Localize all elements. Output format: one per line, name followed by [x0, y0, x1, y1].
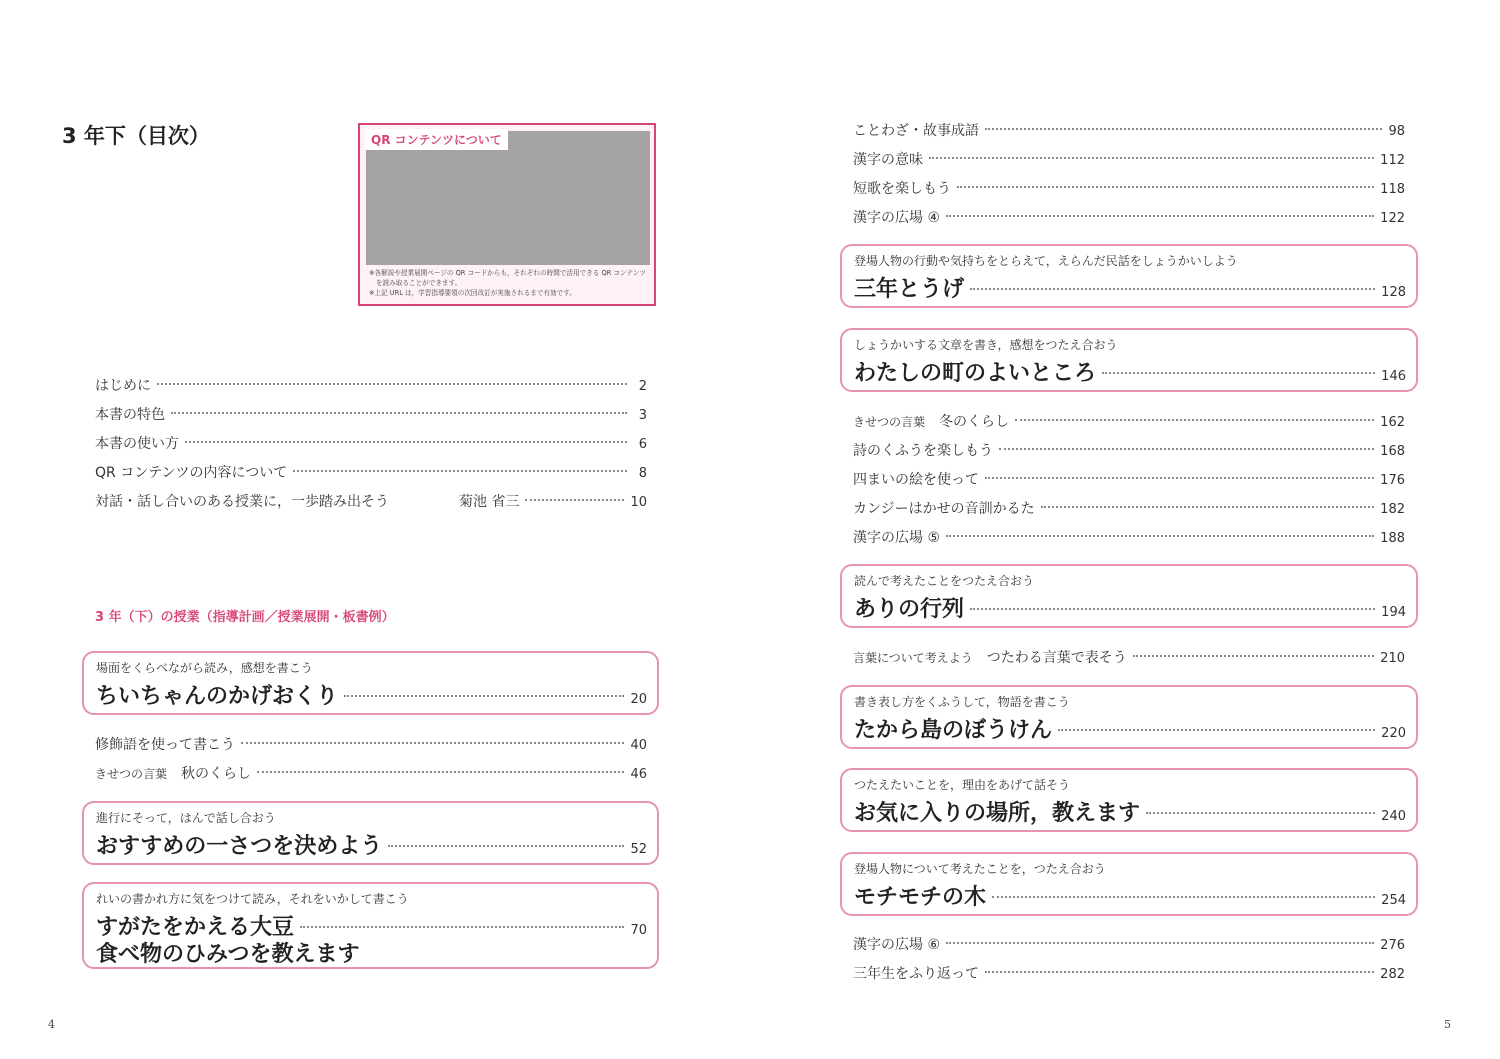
unit-title: ちいちゃんのかげおくり [96, 683, 339, 709]
qr-note-1: ※各解説や授業展開ページの QR コードからも，それぞれの時間で活用できる QR コンテンツを読み取ることができます。 [369, 269, 646, 287]
toc-entry[interactable]: 詩のくふうを楽しもう 168 [853, 443, 1405, 459]
unit-subtitle: しょうかいする文章を書き，感想をつたえ合おう [854, 338, 1118, 352]
toc-entry[interactable]: 漢字の広場 ⑥ 276 [853, 937, 1405, 953]
unit-page: 70 [630, 923, 647, 938]
unit-box[interactable] [840, 564, 1418, 628]
toc-entry[interactable]: 漢字の広場 ④ 122 [853, 210, 1405, 226]
toc-entry[interactable]: 対話・話し合いのある授業に，一歩踏み出そう 菊池 省三 10 [95, 491, 647, 511]
unit-page: 194 [1381, 605, 1406, 620]
unit-box[interactable] [840, 244, 1418, 308]
unit-page: 254 [1381, 893, 1406, 908]
unit-subtitle: 登場人物について考えたことを，つたえ合おう [854, 862, 1106, 876]
unit-box[interactable] [82, 651, 659, 715]
unit-title: おすすめの一さつを決めよう [96, 833, 383, 859]
unit-subtitle: つたえたいことを，理由をあげて話そう [854, 778, 1071, 792]
unit-subtitle: 登場人物の行動や気持ちをとらえて，えらんだ民話をしょうかいしよう [854, 254, 1238, 268]
toc-entry[interactable]: 漢字の広場 ⑤ 188 [853, 530, 1405, 546]
qr-contents-box [358, 123, 656, 306]
unit-box[interactable] [82, 882, 659, 969]
qr-image-placeholder [366, 131, 650, 265]
qr-notes [369, 268, 651, 298]
toc-entry[interactable]: はじめに 2 [95, 378, 647, 394]
unit-title: 三年とうげ [854, 276, 965, 302]
unit-page: 20 [630, 692, 647, 707]
toc-entry[interactable]: QR コンテンツの内容について 8 [95, 465, 647, 481]
toc-entry[interactable]: カンジーはかせの音訓かるた 182 [853, 501, 1405, 517]
toc-entry[interactable]: 短歌を楽しもう 118 [853, 181, 1405, 197]
unit-subtitle: 進行にそって，はんで話し合おう [96, 811, 276, 825]
toc-entry[interactable]: きせつの言葉 冬のくらし 162 [853, 414, 1405, 430]
right-page [750, 0, 1500, 1059]
toc-entry[interactable]: 本書の使い方 6 [95, 436, 647, 452]
qr-contents-label: QR コンテンツについて [365, 129, 508, 150]
section-heading: 3 年（下）の授業（指導計画／授業展開・板書例） [95, 610, 395, 625]
page-title: 3 年下（目次） [62, 124, 210, 148]
unit-subtitle: 読んで考えたことをつたえ合おう [854, 574, 1035, 588]
unit-page: 52 [630, 842, 647, 857]
unit-box[interactable] [82, 801, 659, 865]
toc-entry[interactable]: ことわざ・故事成語 98 [853, 123, 1405, 139]
toc-entry[interactable]: 修飾語を使って書こう 40 [95, 737, 647, 753]
unit-box[interactable] [840, 852, 1418, 916]
qr-note-2: ※上記 URL は，学習指導要領の次回改訂が実施されるまで有効です。 [369, 289, 576, 297]
unit-title: すがたをかえる大豆 [96, 914, 295, 940]
unit-title: ありの行列 [854, 596, 965, 622]
unit-title: わたしの町のよいところ [854, 360, 1097, 386]
unit-subtitle: 書き表し方をくふうして，物語を書こう [854, 695, 1070, 709]
unit-title: お気に入りの場所，教えます [854, 800, 1141, 826]
unit-subtitle: 場面をくらべながら読み，感想を書こう [96, 661, 313, 675]
unit-title-2: 食べ物のひみつを教えます [96, 941, 360, 967]
toc-entry[interactable]: 三年生をふり返って 282 [853, 966, 1405, 982]
toc-entry[interactable]: 本書の特色 3 [95, 407, 647, 423]
author-name: 菊池 省三 [459, 494, 520, 510]
unit-box[interactable] [840, 328, 1418, 392]
unit-title: モチモチの木 [854, 884, 987, 910]
unit-title: たから島のぼうけん [854, 717, 1053, 743]
unit-page: 128 [1381, 285, 1406, 300]
page-number: 4 [48, 1018, 55, 1031]
toc-entry[interactable]: きせつの言葉 秋のくらし 46 [95, 766, 647, 782]
toc-entry[interactable]: 四まいの絵を使って 176 [853, 472, 1405, 488]
page-number: 5 [1444, 1018, 1451, 1031]
unit-page: 220 [1381, 726, 1406, 741]
unit-box[interactable] [840, 685, 1418, 749]
unit-page: 240 [1381, 809, 1406, 824]
unit-box[interactable] [840, 768, 1418, 832]
unit-page: 146 [1381, 369, 1406, 384]
unit-subtitle: れいの書かれ方に気をつけて読み，それをいかして書こう [96, 892, 409, 906]
toc-entry[interactable]: 漢字の意味 112 [853, 152, 1405, 168]
toc-entry[interactable]: 言葉について考えよう つたわる言葉で表そう 210 [853, 650, 1405, 666]
